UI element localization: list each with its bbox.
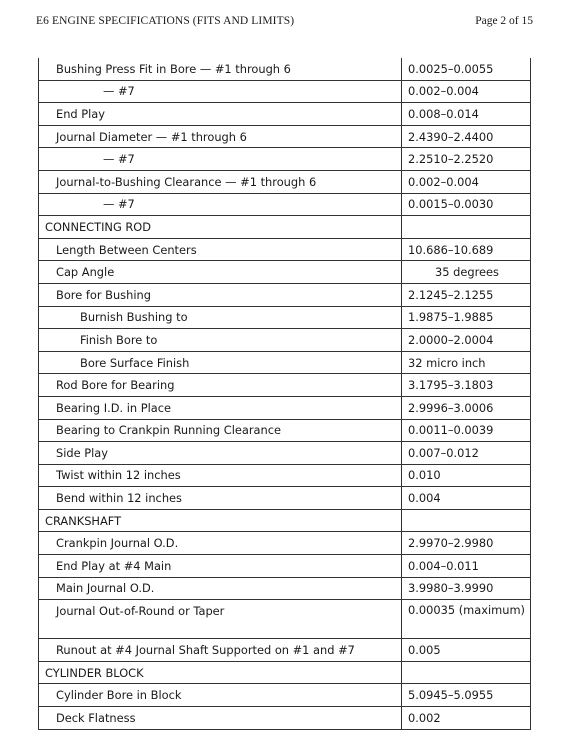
spec-value: 0.005 — [402, 639, 531, 662]
table-row — [39, 193, 531, 216]
spec-label: Rod Bore for Bearing — [39, 374, 402, 397]
spec-value: 2.4390–2.4400 — [402, 125, 531, 148]
spec-label: Twist within 12 inches — [39, 464, 402, 487]
spec-value: 0.0025–0.0055 — [402, 58, 531, 80]
table-row — [39, 442, 531, 465]
spec-value: 0.007–0.012 — [402, 442, 531, 465]
section-heading: CONNECTING ROD — [39, 216, 402, 239]
spec-label: Bearing to Crankpin Running Clearance — [39, 419, 402, 442]
spec-label: Deck Flatness — [39, 707, 402, 730]
spec-value: 0.004–0.011 — [402, 555, 531, 578]
spec-label: Bend within 12 inches — [39, 487, 402, 510]
table-row — [39, 684, 531, 707]
spec-label: Journal Out-of-Round or Taper — [39, 600, 402, 639]
spec-label: End Play at #4 Main — [39, 555, 402, 578]
spec-label: Cylinder Bore in Block — [39, 684, 402, 707]
table-row — [39, 170, 531, 193]
section-heading: CRANKSHAFT — [39, 509, 402, 532]
spec-label: Bushing Press Fit in Bore — #1 through 6 — [39, 58, 402, 80]
spec-value — [402, 509, 531, 532]
spec-label: — #7 — [39, 80, 402, 103]
spec-label: End Play — [39, 103, 402, 126]
page-number: Page 2 of 15 — [475, 15, 533, 27]
spec-label: Journal Diameter — #1 through 6 — [39, 125, 402, 148]
spec-value: 1.9875–1.9885 — [402, 306, 531, 329]
table-row — [39, 555, 531, 578]
table-row — [39, 125, 531, 148]
spec-value: 2.1245–2.1255 — [402, 283, 531, 306]
spec-label: Cap Angle — [39, 261, 402, 284]
table-row — [39, 374, 531, 397]
spec-value: 0.002–0.004 — [402, 170, 531, 193]
table-row — [39, 329, 531, 352]
spec-label: — #7 — [39, 148, 402, 171]
table-row — [39, 639, 531, 662]
section-heading: CYLINDER BLOCK — [39, 661, 402, 684]
table-row — [39, 600, 531, 639]
table-row — [39, 58, 531, 80]
spec-label: Runout at #4 Journal Shaft Supported on #1 and #7 — [39, 639, 402, 662]
spec-label: Side Play — [39, 442, 402, 465]
spec-value: 3.9980–3.9990 — [402, 577, 531, 600]
table-row — [39, 103, 531, 126]
specifications-table — [38, 58, 531, 730]
table-row — [39, 351, 531, 374]
table-row — [39, 148, 531, 171]
table-row — [39, 283, 531, 306]
spec-label: Bore Surface Finish — [39, 351, 402, 374]
table-row — [39, 577, 531, 600]
spec-label: Bore for Bushing — [39, 283, 402, 306]
spec-value: 2.9970–2.9980 — [402, 532, 531, 555]
spec-label: Length Between Centers — [39, 238, 402, 261]
table-row — [39, 532, 531, 555]
spec-value: 0.0011–0.0039 — [402, 419, 531, 442]
spec-value: 3.1795–3.1803 — [402, 374, 531, 397]
spec-value: 0.00035 (maximum) — [402, 600, 531, 639]
spec-value: 2.9996–3.0006 — [402, 396, 531, 419]
spec-value: 0.002–0.004 — [402, 80, 531, 103]
table-row — [39, 707, 531, 730]
table-row — [39, 464, 531, 487]
spec-label: Main Journal O.D. — [39, 577, 402, 600]
spec-value: 5.0945–5.0955 — [402, 684, 531, 707]
spec-value: 35 degrees — [402, 261, 531, 284]
spec-label: Burnish Bushing to — [39, 306, 402, 329]
spec-value: 0.008–0.014 — [402, 103, 531, 126]
table-row — [39, 487, 531, 510]
spec-value — [402, 661, 531, 684]
spec-label: — #7 — [39, 193, 402, 216]
table-row — [39, 419, 531, 442]
table-row — [39, 396, 531, 419]
spec-value: 0.004 — [402, 487, 531, 510]
table-row — [39, 261, 531, 284]
section-header-row — [39, 509, 531, 532]
spec-label: Bearing I.D. in Place — [39, 396, 402, 419]
spec-label: Crankpin Journal O.D. — [39, 532, 402, 555]
spec-value: 0.010 — [402, 464, 531, 487]
section-header-row — [39, 216, 531, 239]
spec-value: 0.002 — [402, 707, 531, 730]
spec-value: 0.0015–0.0030 — [402, 193, 531, 216]
table-row — [39, 238, 531, 261]
spec-value: 32 micro inch — [402, 351, 531, 374]
spec-value: 2.2510–2.2520 — [402, 148, 531, 171]
table-row — [39, 306, 531, 329]
spec-label: Journal-to-Bushing Clearance — #1 through 6 — [39, 170, 402, 193]
spec-value: 2.0000–2.0004 — [402, 329, 531, 352]
spec-value: 10.686–10.689 — [402, 238, 531, 261]
table-row — [39, 80, 531, 103]
spec-value — [402, 216, 531, 239]
spec-label: Finish Bore to — [39, 329, 402, 352]
section-header-row — [39, 661, 531, 684]
document-title: E6 ENGINE SPECIFICATIONS (FITS AND LIMITS) — [36, 15, 295, 27]
